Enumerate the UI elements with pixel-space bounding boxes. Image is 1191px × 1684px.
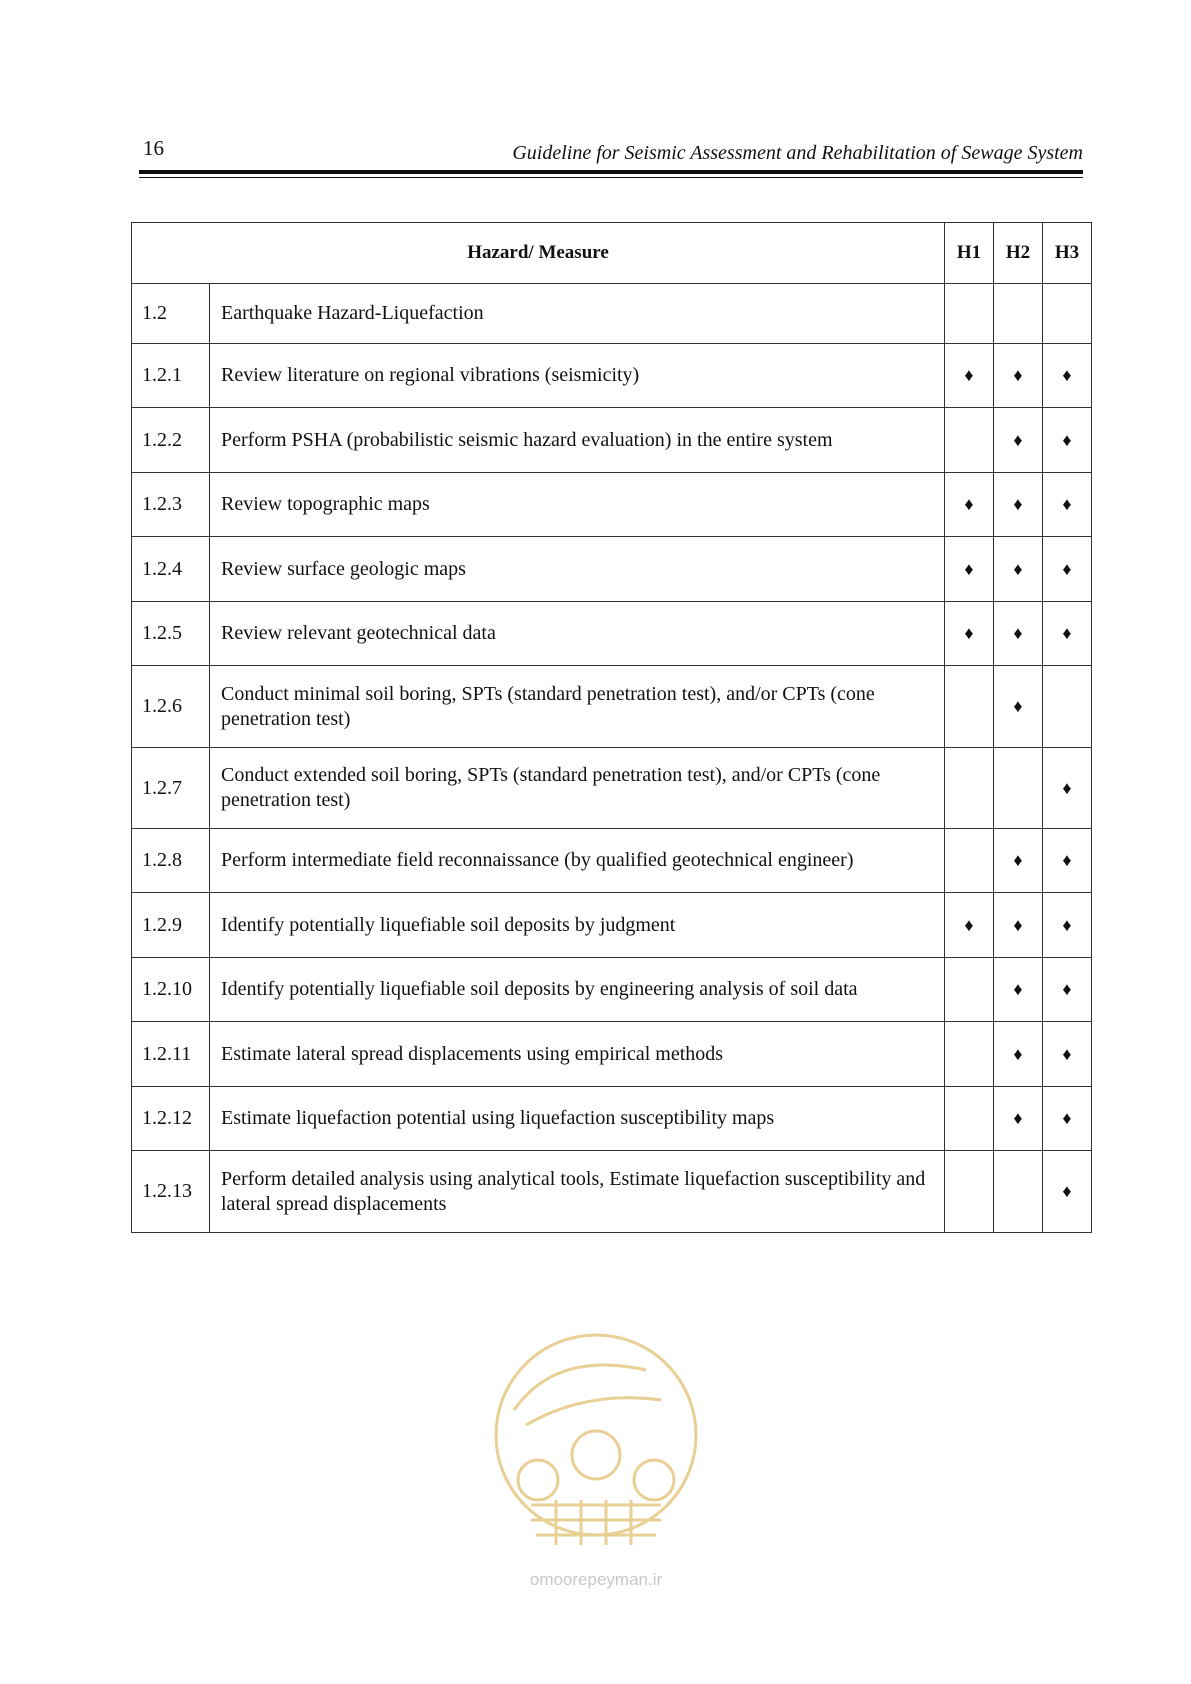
h2-cell	[994, 666, 1043, 748]
h2-cell	[994, 748, 1043, 829]
diamond-marker-icon: ♦	[1062, 850, 1072, 870]
h3-cell	[1043, 748, 1092, 829]
watermark-logo	[486, 1330, 706, 1600]
row-number: 1.2.1	[132, 344, 210, 408]
h2-cell	[994, 829, 1043, 893]
row-number: 1.2.9	[132, 893, 210, 958]
diamond-marker-icon: ♦	[1013, 494, 1023, 514]
watermark-gear-center-icon	[572, 1431, 620, 1479]
h1-cell	[945, 666, 994, 748]
row-number: 1.2.5	[132, 602, 210, 666]
table-row	[132, 1087, 1092, 1151]
diamond-marker-icon: ♦	[1062, 558, 1072, 579]
h1-cell	[945, 748, 994, 829]
page-number: 16	[143, 136, 164, 160]
h3-cell	[1043, 666, 1092, 748]
row-description: Identify potentially liquefiable soil deposits by judgment	[210, 893, 945, 958]
header-rule-thin	[139, 177, 1083, 178]
diamond-marker-icon: ♦	[1062, 1043, 1072, 1064]
h2-cell	[994, 602, 1043, 666]
table-row	[132, 537, 1092, 602]
row-number: 1.2.3	[132, 473, 210, 537]
row-number: 1.2.10	[132, 958, 210, 1022]
diamond-marker-icon: ♦	[964, 494, 974, 514]
diamond-marker-icon: ♦	[964, 623, 974, 643]
table-header-row	[132, 223, 1092, 284]
diamond-marker-icon: ♦	[1062, 429, 1072, 450]
h3-column-header: H3	[1043, 223, 1092, 284]
h1-cell	[945, 1022, 994, 1087]
row-description: Estimate liquefaction potential using liquefaction susceptibility maps	[210, 1087, 945, 1151]
h1-cell	[945, 1087, 994, 1151]
row-number: 1.2.13	[132, 1151, 210, 1233]
diamond-marker-icon: ♦	[1013, 429, 1023, 450]
h3-cell	[1043, 408, 1092, 473]
row-number: 1.2.8	[132, 829, 210, 893]
h3-cell	[1043, 1151, 1092, 1233]
row-description: Conduct minimal soil boring, SPTs (standard penetration test), and/or CPTs (cone penetration test)	[210, 666, 945, 748]
row-description: Perform intermediate field reconnaissance (by qualified geotechnical engineer)	[210, 829, 945, 893]
diamond-marker-icon: ♦	[1013, 558, 1023, 579]
diamond-marker-icon: ♦	[1062, 365, 1072, 385]
table-row	[132, 1022, 1092, 1087]
h3-cell	[1043, 602, 1092, 666]
h1-cell	[945, 408, 994, 473]
h1-cell	[945, 284, 994, 344]
row-number: 1.2.6	[132, 666, 210, 748]
h1-cell	[945, 958, 994, 1022]
h2-cell	[994, 1022, 1043, 1087]
hazard-measure-table	[131, 222, 1092, 1233]
watermark-gear-left-icon	[518, 1460, 558, 1500]
diamond-marker-icon: ♦	[1013, 1108, 1023, 1128]
h1-cell	[945, 473, 994, 537]
h2-cell	[994, 284, 1043, 344]
row-number: 1.2.2	[132, 408, 210, 473]
row-description: Review literature on regional vibrations (seismicity)	[210, 344, 945, 408]
table-row	[132, 893, 1092, 958]
table-row	[132, 408, 1092, 473]
diamond-marker-icon: ♦	[1062, 494, 1072, 514]
h2-cell	[994, 537, 1043, 602]
h3-cell	[1043, 893, 1092, 958]
h2-cell	[994, 1151, 1043, 1233]
h2-cell	[994, 1087, 1043, 1151]
diamond-marker-icon: ♦	[1013, 696, 1023, 716]
row-number: 1.2	[132, 284, 210, 344]
h3-cell	[1043, 344, 1092, 408]
h3-cell	[1043, 1087, 1092, 1151]
diamond-marker-icon: ♦	[1013, 365, 1023, 385]
running-title: Guideline for Seismic Assessment and Rehabilitation of Sewage System	[512, 142, 1083, 164]
h1-cell	[945, 829, 994, 893]
table-row	[132, 958, 1092, 1022]
header-rule-thick	[139, 170, 1083, 174]
diamond-marker-icon: ♦	[1013, 623, 1023, 643]
diamond-marker-icon: ♦	[964, 558, 974, 579]
table-row	[132, 284, 1092, 344]
diamond-marker-icon: ♦	[1013, 914, 1023, 935]
diamond-marker-icon: ♦	[1013, 1043, 1023, 1064]
diamond-marker-icon: ♦	[964, 914, 974, 935]
table-row	[132, 748, 1092, 829]
h1-column-header: H1	[945, 223, 994, 284]
table-row	[132, 602, 1092, 666]
row-description: Review surface geologic maps	[210, 537, 945, 602]
watermark-gear-right-icon	[634, 1460, 674, 1500]
row-description: Perform detailed analysis using analytical tools, Estimate liquefaction susceptibility and lateral spread displacements	[210, 1151, 945, 1233]
h1-cell	[945, 344, 994, 408]
table-row	[132, 1151, 1092, 1233]
h3-cell	[1043, 958, 1092, 1022]
measure-column-header: Hazard/ Measure	[132, 223, 945, 284]
row-description: Estimate lateral spread displacements using empirical methods	[210, 1022, 945, 1087]
row-description: Review topographic maps	[210, 473, 945, 537]
h3-cell	[1043, 473, 1092, 537]
h2-cell	[994, 408, 1043, 473]
h3-cell	[1043, 537, 1092, 602]
diamond-marker-icon: ♦	[1013, 979, 1023, 999]
h1-cell	[945, 893, 994, 958]
diamond-marker-icon: ♦	[1062, 979, 1072, 999]
row-number: 1.2.12	[132, 1087, 210, 1151]
diamond-marker-icon: ♦	[964, 365, 974, 385]
row-description: Earthquake Hazard-Liquefaction	[210, 284, 945, 344]
h1-cell	[945, 537, 994, 602]
row-description: Perform PSHA (probabilistic seismic hazard evaluation) in the entire system	[210, 408, 945, 473]
h2-column-header: H2	[994, 223, 1043, 284]
diamond-marker-icon: ♦	[1062, 777, 1072, 798]
diamond-marker-icon: ♦	[1062, 1181, 1072, 1201]
row-number: 1.2.4	[132, 537, 210, 602]
diamond-marker-icon: ♦	[1062, 1108, 1072, 1128]
watermark-site-label: omoorepeyman.ir	[529, 1570, 663, 1589]
row-description: Review relevant geotechnical data	[210, 602, 945, 666]
h3-cell	[1043, 829, 1092, 893]
h1-cell	[945, 602, 994, 666]
table-row	[132, 829, 1092, 893]
row-number: 1.2.7	[132, 748, 210, 829]
h2-cell	[994, 893, 1043, 958]
row-description: Conduct extended soil boring, SPTs (standard penetration test), and/or CPTs (cone penetration test)	[210, 748, 945, 829]
table-row	[132, 344, 1092, 408]
h1-cell	[945, 1151, 994, 1233]
row-number: 1.2.11	[132, 1022, 210, 1087]
h2-cell	[994, 473, 1043, 537]
h2-cell	[994, 958, 1043, 1022]
h3-cell	[1043, 284, 1092, 344]
diamond-marker-icon: ♦	[1013, 850, 1023, 870]
diamond-marker-icon: ♦	[1062, 623, 1072, 643]
row-description: Identify potentially liquefiable soil deposits by engineering analysis of soil data	[210, 958, 945, 1022]
h2-cell	[994, 344, 1043, 408]
table-row	[132, 666, 1092, 748]
diamond-marker-icon: ♦	[1062, 914, 1072, 935]
table-row	[132, 473, 1092, 537]
h3-cell	[1043, 1022, 1092, 1087]
